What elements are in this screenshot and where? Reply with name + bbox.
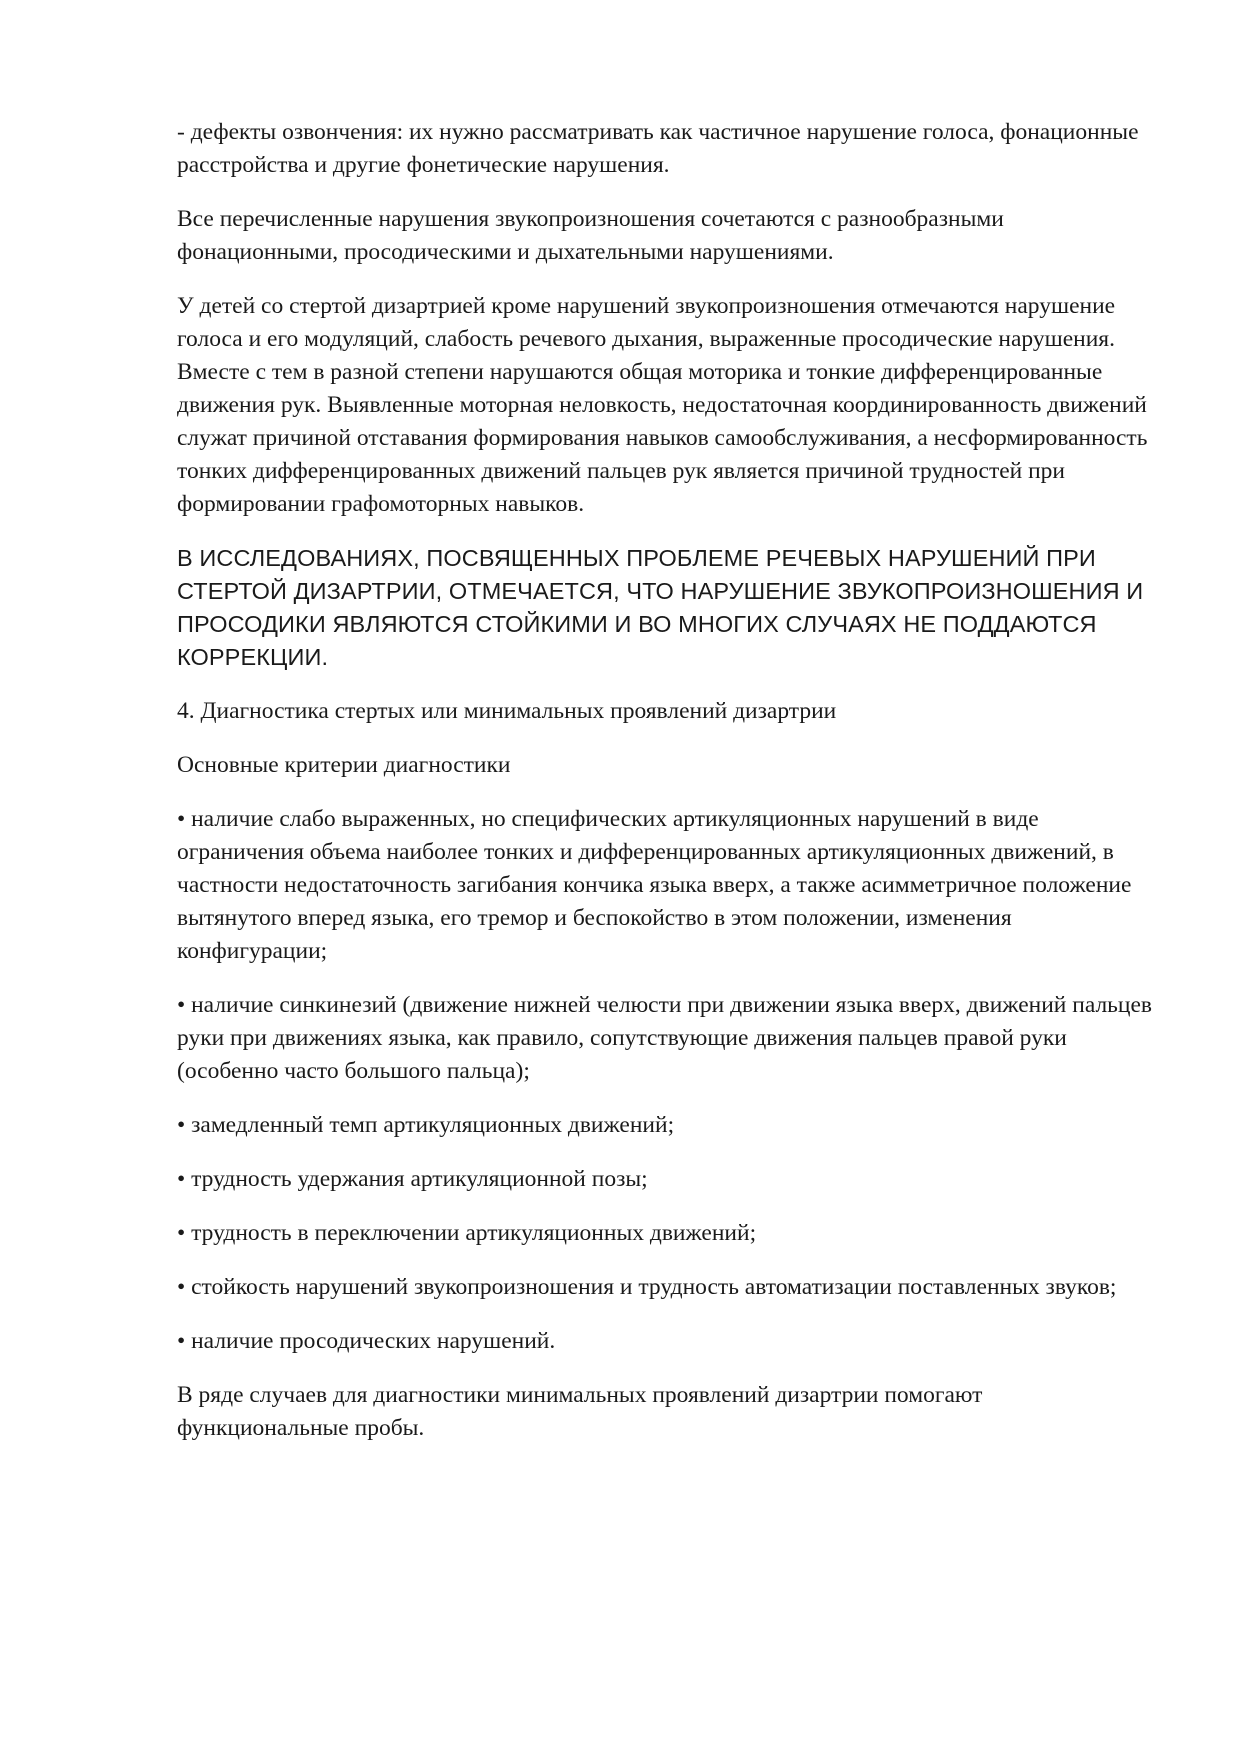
- list-item: • наличие синкинезий (движение нижней челюсти при движении языка вверх, движений пальцев руки при движениях языка, как правило, сопутствующие движения пальцев правой руки (особенно часто большого пальца);: [177, 992, 1152, 1084]
- list-item: • стойкость нарушений звукопроизношения и трудность автоматизации поставленных звуков;: [177, 1274, 1117, 1300]
- list-item: • трудность удержания артикуляционной позы;: [177, 1166, 648, 1192]
- list-item: • трудность в переключении артикуляционных движений;: [177, 1220, 757, 1246]
- list-item: • наличие просодических нарушений.: [177, 1328, 556, 1354]
- document-body: [177, 116, 1157, 1466]
- paragraph-research-emphasis: В ИССЛЕДОВАНИЯХ, ПОСВЯЩЕННЫХ ПРОБЛЕМЕ РЕЧЕВЫХ НАРУШЕНИЙ ПРИ СТЕРТОЙ ДИЗАРТРИИ, ОТМЕЧАЕТСЯ, ЧТО НАРУШЕНИЕ ЗВУКОПРОИЗНОШЕНИЯ И ПРОСОДИКИ ЯВЛЯЮТСЯ СТОЙКИМИ И ВО МНОГИХ СЛУЧАЯХ НЕ ПОДДАЮТСЯ КОРРЕКЦИИ.: [177, 545, 1144, 670]
- paragraph-functional-tests: В ряде случаев для диагностики минимальных проявлений дизартрии помогают функциональные пробы.: [177, 1382, 983, 1441]
- list-item: • наличие слабо выраженных, но специфических артикуляционных нарушений в виде ограничения объема наиболее тонких и дифференцированных артикуляционных движений, в частности недостаточность загибания кончика языка вверх, а также асимметричное положение вытянутого вперед языка, его тремор и беспокойство в этом положении, изменения конфигурации;: [177, 806, 1132, 964]
- paragraph-voicing-defects: - дефекты озвончения: их нужно рассматривать как частичное нарушение голоса, фонационные расстройства и другие фонетические нарушения.: [177, 119, 1139, 178]
- paragraph-combined-disorders: Все перечисленные нарушения звукопроизношения сочетаются с разнообразными фонационными, просодическими и дыхательными нарушениями.: [177, 206, 1004, 265]
- section-heading-diagnostics: 4. Диагностика стертых или минимальных проявлений дизартрии: [177, 698, 837, 724]
- subheading-criteria: Основные критерии диагностики: [177, 752, 511, 778]
- paragraph-children-dysarthria: У детей со стертой дизартрией кроме нарушений звукопроизношения отмечаются нарушение голоса и его модуляций, слабость речевого дыхания, выраженные просодические нарушения. Вместе с тем в разной степени нарушаются общая моторика и тонкие дифференцированные движения рук. Выявленные моторная неловкость, недостаточная координированность движений служат причиной отставания формирования навыков самообслуживания, а несформированность тонких дифференцированных движений пальцев рук является причиной трудностей при формировании графомоторных навыков.: [177, 293, 1148, 517]
- list-item: • замедленный темп артикуляционных движений;: [177, 1112, 675, 1138]
